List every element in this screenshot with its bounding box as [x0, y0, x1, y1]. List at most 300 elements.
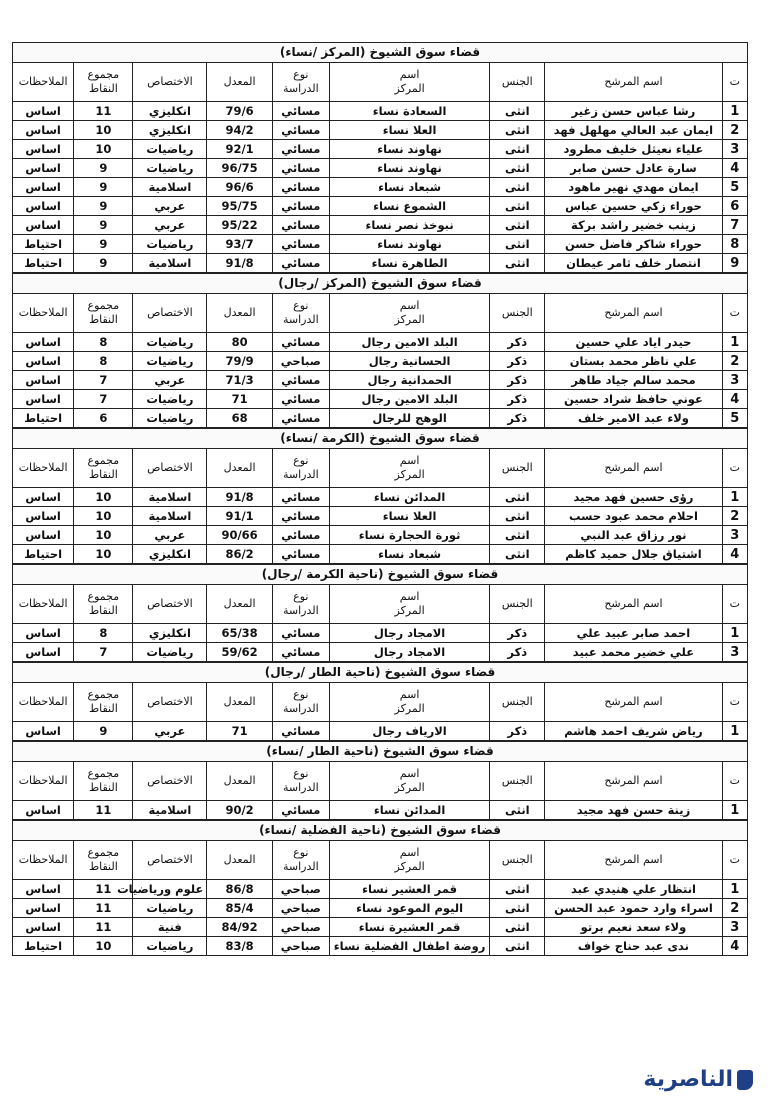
header-points: [74, 683, 133, 722]
cell-spec: رياضيات: [133, 643, 207, 662]
table-row: [13, 722, 748, 741]
cell-study: مسائي: [272, 526, 329, 545]
cell-name: عوني حافظ شراد حسين: [545, 390, 722, 409]
cell-points: 10: [74, 937, 133, 956]
cell-name: نور رزاق عبد النبي: [545, 526, 722, 545]
cell-avg: 71/3: [207, 371, 272, 390]
cell-notes: احتياط: [13, 235, 74, 254]
header-label-top: مجموع: [87, 688, 120, 701]
header-notes: [13, 449, 74, 488]
header-label-top: نوع: [293, 454, 309, 467]
cell-avg: 93/7: [207, 235, 272, 254]
section-title: قضاء سوق الشيوخ (ناحية الفضلية /نساء): [12, 820, 748, 840]
table-header-row: [13, 683, 748, 722]
header-points: [74, 294, 133, 333]
cell-notes: اساس: [13, 102, 74, 121]
cell-name: انتظار علي هنيدي عبد: [545, 880, 722, 899]
cell-notes: اساس: [13, 488, 74, 507]
cell-avg: 92/1: [207, 140, 272, 159]
cell-center: الوهج للرجال: [329, 409, 490, 428]
cell-spec: اسلامية: [133, 178, 207, 197]
cell-spec: رياضيات: [133, 333, 207, 352]
table-row: [13, 121, 748, 140]
cell-center: السعادة نساء: [329, 102, 490, 121]
header-avg: [207, 63, 272, 102]
cell-avg: 84/92: [207, 918, 272, 937]
cell-avg: 94/2: [207, 121, 272, 140]
cell-gender: ذكر: [490, 371, 545, 390]
cell-name: سارة عادل حسن صابر: [545, 159, 722, 178]
header-label: الاختصاص: [147, 75, 193, 88]
table-row: [13, 801, 748, 820]
cell-gender: انثى: [490, 159, 545, 178]
cell-avg: 80: [207, 333, 272, 352]
cell-notes: اساس: [13, 140, 74, 159]
cell-no: 3: [722, 918, 747, 937]
cell-study: صباحي: [272, 937, 329, 956]
table-header-row: [13, 841, 748, 880]
header-label: ت: [729, 695, 740, 708]
header-points: [74, 762, 133, 801]
cell-notes: احتياط: [13, 937, 74, 956]
cell-spec: اسلامية: [133, 254, 207, 273]
cell-gender: انثى: [490, 899, 545, 918]
cell-notes: اساس: [13, 507, 74, 526]
cell-notes: اساس: [13, 333, 74, 352]
cell-name: رشا عباس حسن زغير: [545, 102, 722, 121]
header-label-bottom: المركز: [394, 604, 425, 617]
header-label: الاختصاص: [147, 695, 193, 708]
header-spec: [133, 683, 207, 722]
header-label: الاختصاص: [147, 306, 193, 319]
cell-center: الطاهرة نساء: [329, 254, 490, 273]
header-label: اسم المرشح: [604, 461, 663, 474]
header-study: [272, 585, 329, 624]
cell-spec: انكليزي: [133, 624, 207, 643]
header-spec: [133, 294, 207, 333]
section-title: قضاء سوق الشيوخ (المركز /نساء): [12, 42, 748, 62]
cell-avg: 90/66: [207, 526, 272, 545]
cell-avg: 91/8: [207, 254, 272, 273]
header-label-bottom: المركز: [394, 313, 425, 326]
table-row: [13, 352, 748, 371]
header-label-bottom: الدراسة: [282, 860, 319, 873]
header-spec: [133, 762, 207, 801]
cell-avg: 91/1: [207, 507, 272, 526]
header-spec: [133, 449, 207, 488]
header-label-top: مجموع: [87, 846, 120, 859]
header-label-bottom: النقاط: [88, 860, 118, 873]
cell-gender: ذكر: [490, 624, 545, 643]
cell-points: 10: [74, 545, 133, 564]
cell-avg: 68: [207, 409, 272, 428]
cell-spec: عربي: [133, 371, 207, 390]
cell-avg: 91/8: [207, 488, 272, 507]
cell-name: حيدر اياد علي حسين: [545, 333, 722, 352]
cell-notes: اساس: [13, 352, 74, 371]
header-name: [545, 841, 722, 880]
cell-gender: انثى: [490, 102, 545, 121]
cell-study: مسائي: [272, 722, 329, 741]
cell-center: المدائن نساء: [329, 488, 490, 507]
cell-no: 7: [722, 216, 747, 235]
cell-gender: انثى: [490, 801, 545, 820]
header-notes: [13, 762, 74, 801]
header-label-top: نوع: [293, 767, 309, 780]
cell-study: مسائي: [272, 801, 329, 820]
table-row: [13, 899, 748, 918]
header-notes: [13, 683, 74, 722]
cell-center: شبعاد نساء: [329, 178, 490, 197]
cell-spec: رياضيات: [133, 159, 207, 178]
cell-center: ثورة الحجارة نساء: [329, 526, 490, 545]
cell-name: ندى عبد حناج خواف: [545, 937, 722, 956]
cell-gender: انثى: [490, 140, 545, 159]
cell-spec: اسلامية: [133, 488, 207, 507]
cell-center: نهاوند نساء: [329, 140, 490, 159]
cell-points: 9: [74, 216, 133, 235]
cell-study: مسائي: [272, 333, 329, 352]
cell-center: الحسانية رجال: [329, 352, 490, 371]
header-center: [329, 294, 490, 333]
header-label-top: اسم: [399, 846, 420, 859]
cell-study: صباحي: [272, 918, 329, 937]
cell-no: 1: [722, 801, 747, 820]
cell-no: 5: [722, 178, 747, 197]
cell-notes: اساس: [13, 390, 74, 409]
cell-no: 2: [722, 121, 747, 140]
cell-points: 10: [74, 140, 133, 159]
section-title: قضاء سوق الشيوخ (الكرمة /نساء): [12, 428, 748, 448]
header-label: الجنس: [501, 75, 533, 88]
header-label: الملاحظات: [18, 774, 68, 787]
cell-study: مسائي: [272, 643, 329, 662]
cell-study: مسائي: [272, 102, 329, 121]
header-label-bottom: النقاط: [88, 82, 118, 95]
table-header-row: [13, 585, 748, 624]
cell-study: صباحي: [272, 899, 329, 918]
header-label: الملاحظات: [18, 695, 68, 708]
cell-notes: اساس: [13, 899, 74, 918]
header-label-top: اسم: [399, 767, 420, 780]
header-label: اسم المرشح: [604, 774, 663, 787]
header-no: [722, 449, 747, 488]
cell-points: 10: [74, 526, 133, 545]
cell-points: 9: [74, 235, 133, 254]
header-label: ت: [729, 75, 740, 88]
header-label-top: اسم: [399, 299, 420, 312]
cell-center: الامجاد رجال: [329, 643, 490, 662]
cell-notes: احتياط: [13, 545, 74, 564]
section-title: قضاء سوق الشيوخ (ناحية الكرمة /رجال): [12, 564, 748, 584]
cell-spec: رياضيات: [133, 390, 207, 409]
header-study: [272, 63, 329, 102]
cell-study: مسائي: [272, 197, 329, 216]
header-label: اسم المرشح: [604, 75, 663, 88]
candidates-table: [12, 682, 748, 741]
header-label: المعدل: [223, 695, 256, 708]
candidates-table: [12, 761, 748, 820]
header-label: ت: [729, 597, 740, 610]
header-label: الملاحظات: [18, 853, 68, 866]
header-notes: [13, 841, 74, 880]
cell-avg: 95/22: [207, 216, 272, 235]
table-header-row: [13, 294, 748, 333]
table-row: [13, 390, 748, 409]
cell-study: صباحي: [272, 880, 329, 899]
table-row: [13, 159, 748, 178]
header-notes: [13, 63, 74, 102]
section-title: قضاء سوق الشيوخ (المركز /رجال): [12, 273, 748, 293]
cell-name: علي ناظر محمد بستان: [545, 352, 722, 371]
cell-points: 7: [74, 390, 133, 409]
header-label-top: نوع: [293, 299, 309, 312]
header-label-bottom: الدراسة: [282, 313, 319, 326]
header-label: الملاحظات: [18, 306, 68, 319]
header-label-top: نوع: [293, 688, 309, 701]
table-row: [13, 102, 748, 121]
cell-points: 10: [74, 488, 133, 507]
header-label: الاختصاص: [147, 461, 193, 474]
table-row: [13, 216, 748, 235]
header-label: المعدل: [223, 597, 256, 610]
header-study: [272, 449, 329, 488]
cell-points: 9: [74, 254, 133, 273]
header-notes: [13, 294, 74, 333]
header-points: [74, 585, 133, 624]
header-label-top: اسم: [399, 688, 420, 701]
header-label-top: اسم: [399, 68, 420, 81]
candidates-table: [12, 448, 748, 564]
cell-points: 7: [74, 371, 133, 390]
cell-gender: انثى: [490, 918, 545, 937]
cell-gender: انثى: [490, 937, 545, 956]
cell-avg: 71: [207, 722, 272, 741]
cell-name: اشتياق جلال حميد كاظم: [545, 545, 722, 564]
header-label-bottom: الدراسة: [282, 604, 319, 617]
header-avg: [207, 449, 272, 488]
cell-notes: اساس: [13, 624, 74, 643]
cell-points: 9: [74, 197, 133, 216]
section-title: قضاء سوق الشيوخ (ناحية الطار /رجال): [12, 662, 748, 682]
cell-no: 1: [722, 102, 747, 121]
cell-spec: انكليزي: [133, 121, 207, 140]
cell-study: مسائي: [272, 254, 329, 273]
candidates-table: [12, 62, 748, 273]
cell-avg: 65/38: [207, 624, 272, 643]
cell-center: الشموع نساء: [329, 197, 490, 216]
table-row: [13, 918, 748, 937]
header-spec: [133, 585, 207, 624]
table-header-row: [13, 63, 748, 102]
cell-gender: انثى: [490, 235, 545, 254]
header-label: اسم المرشح: [604, 306, 663, 319]
cell-gender: ذكر: [490, 409, 545, 428]
header-label-bottom: الدراسة: [282, 781, 319, 794]
header-label: ت: [729, 306, 740, 319]
cell-points: 11: [74, 899, 133, 918]
cell-center: الامجاد رجال: [329, 624, 490, 643]
header-no: [722, 841, 747, 880]
cell-points: 11: [74, 880, 133, 899]
table-header-row: [13, 449, 748, 488]
cell-no: 6: [722, 197, 747, 216]
cell-avg: 85/4: [207, 899, 272, 918]
cell-gender: ذكر: [490, 333, 545, 352]
cell-name: محمد سالم جياد طاهر: [545, 371, 722, 390]
cell-spec: انكليزي: [133, 102, 207, 121]
cell-study: مسائي: [272, 178, 329, 197]
cell-avg: 86/8: [207, 880, 272, 899]
cell-gender: انثى: [490, 254, 545, 273]
header-label-bottom: المركز: [394, 781, 425, 794]
header-label-bottom: الدراسة: [282, 82, 319, 95]
cell-spec: فنية: [133, 918, 207, 937]
table-row: [13, 371, 748, 390]
cell-avg: 79/9: [207, 352, 272, 371]
cell-notes: اساس: [13, 371, 74, 390]
cell-spec: رياضيات: [133, 899, 207, 918]
cell-notes: اساس: [13, 643, 74, 662]
cell-spec: عربي: [133, 197, 207, 216]
header-name: [545, 585, 722, 624]
header-label-top: مجموع: [87, 590, 120, 603]
cell-gender: ذكر: [490, 722, 545, 741]
cell-no: 2: [722, 352, 747, 371]
header-name: [545, 683, 722, 722]
table-row: [13, 545, 748, 564]
cell-spec: رياضيات: [133, 352, 207, 371]
cell-gender: انثى: [490, 507, 545, 526]
header-spec: [133, 63, 207, 102]
header-center: [329, 585, 490, 624]
cell-no: 2: [722, 507, 747, 526]
cell-no: 1: [722, 488, 747, 507]
cell-no: 3: [722, 526, 747, 545]
header-no: [722, 585, 747, 624]
header-label: المعدل: [223, 461, 256, 474]
cell-notes: اساس: [13, 918, 74, 937]
cell-points: 8: [74, 352, 133, 371]
header-avg: [207, 762, 272, 801]
cell-no: 3: [722, 643, 747, 662]
cell-points: 11: [74, 102, 133, 121]
cell-points: 9: [74, 178, 133, 197]
cell-study: مسائي: [272, 507, 329, 526]
header-spec: [133, 841, 207, 880]
header-label: ت: [729, 461, 740, 474]
header-label: الاختصاص: [147, 774, 193, 787]
header-center: [329, 63, 490, 102]
cell-spec: علوم ورياضيات: [133, 880, 207, 899]
cell-spec: رياضيات: [133, 937, 207, 956]
section-title: قضاء سوق الشيوخ (ناحية الطار /نساء): [12, 741, 748, 761]
header-avg: [207, 294, 272, 333]
table-row: [13, 880, 748, 899]
cell-notes: اساس: [13, 216, 74, 235]
cell-notes: اساس: [13, 159, 74, 178]
header-label: الملاحظات: [18, 597, 68, 610]
cell-center: البلد الامين رجال: [329, 333, 490, 352]
cell-points: 8: [74, 624, 133, 643]
cell-center: العلا نساء: [329, 507, 490, 526]
header-no: [722, 683, 747, 722]
header-study: [272, 762, 329, 801]
cell-name: ايمان عبد العالي مهلهل فهد: [545, 121, 722, 140]
cell-gender: انثى: [490, 488, 545, 507]
header-label: الجنس: [501, 461, 533, 474]
cell-center: نهاوند نساء: [329, 235, 490, 254]
header-name: [545, 449, 722, 488]
cell-points: 11: [74, 801, 133, 820]
table-row: [13, 178, 748, 197]
candidates-table: [12, 293, 748, 428]
cell-gender: انثى: [490, 216, 545, 235]
header-name: [545, 63, 722, 102]
cell-study: مسائي: [272, 216, 329, 235]
table-row: [13, 333, 748, 352]
cell-spec: عربي: [133, 526, 207, 545]
header-points: [74, 449, 133, 488]
cell-notes: اساس: [13, 801, 74, 820]
header-label: الاختصاص: [147, 853, 193, 866]
cell-center: اليوم الموعود نساء: [329, 899, 490, 918]
cell-avg: 79/6: [207, 102, 272, 121]
header-avg: [207, 683, 272, 722]
header-label: المعدل: [223, 306, 256, 319]
cell-study: مسائي: [272, 121, 329, 140]
header-label: المعدل: [223, 853, 256, 866]
cell-notes: احتياط: [13, 409, 74, 428]
header-study: [272, 683, 329, 722]
header-label: الجنس: [501, 306, 533, 319]
cell-points: 10: [74, 121, 133, 140]
header-label-top: نوع: [293, 846, 309, 859]
header-label-top: مجموع: [87, 767, 120, 780]
cell-study: مسائي: [272, 624, 329, 643]
header-label-bottom: المركز: [394, 82, 425, 95]
header-points: [74, 841, 133, 880]
table-row: [13, 140, 748, 159]
cell-notes: احتياط: [13, 254, 74, 273]
header-label: ت: [729, 853, 740, 866]
cell-name: رؤى حسين فهد مجيد: [545, 488, 722, 507]
header-center: [329, 762, 490, 801]
cell-center: الحمدانية رجال: [329, 371, 490, 390]
table-row: [13, 937, 748, 956]
cell-gender: ذكر: [490, 390, 545, 409]
header-center: [329, 841, 490, 880]
header-label: الجنس: [501, 597, 533, 610]
header-points: [74, 63, 133, 102]
header-label-bottom: النقاط: [88, 604, 118, 617]
cell-study: مسائي: [272, 409, 329, 428]
cell-name: علي خضير محمد عبيد: [545, 643, 722, 662]
table-row: [13, 235, 748, 254]
cell-study: مسائي: [272, 140, 329, 159]
cell-center: شبعاد نساء: [329, 545, 490, 564]
header-label: المعدل: [223, 774, 256, 787]
cell-spec: عربي: [133, 722, 207, 741]
header-label: اسم المرشح: [604, 695, 663, 708]
header-label-top: نوع: [293, 590, 309, 603]
cell-name: احمد صابر عبيد علي: [545, 624, 722, 643]
header-label-top: اسم: [399, 454, 420, 467]
news-logo: [643, 1068, 753, 1092]
header-notes: [13, 585, 74, 624]
header-label-bottom: النقاط: [88, 702, 118, 715]
cell-spec: رياضيات: [133, 409, 207, 428]
